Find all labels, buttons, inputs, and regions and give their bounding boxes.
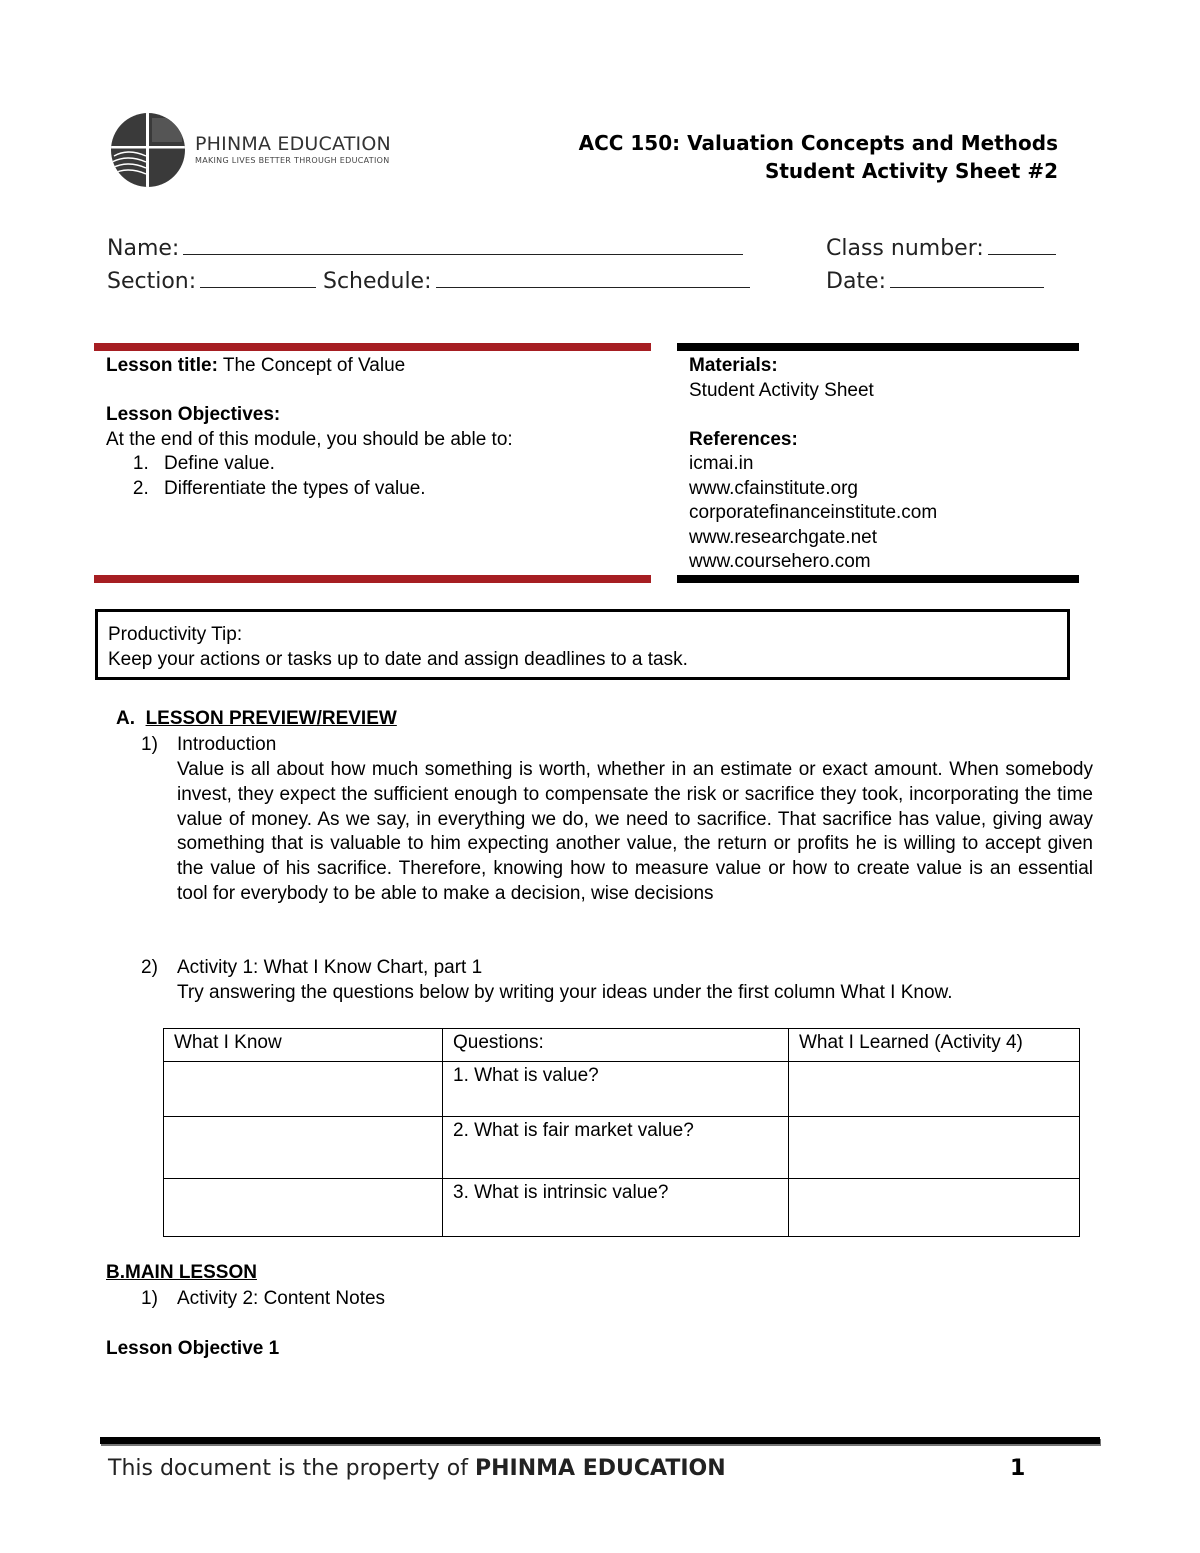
name-label: Name: [107, 236, 180, 261]
materials-bottom-bar [677, 575, 1079, 583]
class-number-label: Class number: [826, 236, 984, 261]
lesson-title: Lesson title: The Concept of Value [106, 355, 406, 376]
activity-1-instructions: Try answering the questions below by writing your ideas under the first column What I Know. [177, 982, 953, 1003]
reference-item: icmai.in [689, 453, 754, 474]
reference-item: corporatefinanceinstitute.com [689, 502, 938, 523]
table-row [164, 1117, 1080, 1179]
header-what-i-learned: What I Learned (Activity 4) [789, 1029, 1080, 1062]
introduction-text: Value is all about how much something is worth, whether in an estimate or exact amount. When somebody invest, they expect the sufficient enough to compensate the risk or sacrifice they took, incorporating the time value of money. As we say, in everything we do, we need to sacrifice. That sacrifice has value, giving away something that is valuable to him expecting another value, the return or profits he is willing to accept given the value of his sacrifice. Therefore, knowing how to measure value or how to create value is an essential tool for everybody to be able to make a decision, wise decisions [177, 759, 1093, 904]
schedule-field [323, 269, 750, 294]
references-heading: References: [689, 428, 798, 450]
materials-info [689, 354, 1079, 575]
objective-item: 1. Define value. [154, 452, 646, 477]
section-b-heading: B.MAIN LESSON [106, 1262, 257, 1283]
sheet-title: Student Activity Sheet #2 [764, 159, 1058, 183]
footer-text: This document is the property of PHINMA EDUCATION [108, 1456, 726, 1481]
section-a-heading: A. LESSON PREVIEW/REVIEW [116, 708, 397, 729]
tip-label: Productivity Tip: [108, 624, 243, 645]
schedule-label: Schedule: [323, 269, 432, 294]
productivity-tip-box [95, 609, 1070, 680]
objective-item: 2. Differentiate the types of value. [154, 477, 646, 502]
logo-tagline: MAKING LIVES BETTER THROUGH EDUCATION [195, 156, 390, 165]
lesson-info [106, 354, 646, 501]
what-i-learned-cell[interactable] [789, 1179, 1080, 1237]
logo-name: PHINMA EDUCATION [195, 133, 391, 155]
what-i-learned-cell[interactable] [789, 1062, 1080, 1117]
section-a-item-1: 1) Introduction [141, 734, 277, 755]
what-i-learned-cell[interactable] [789, 1117, 1080, 1179]
what-i-know-cell[interactable] [164, 1062, 443, 1117]
lesson-top-bar [94, 343, 651, 351]
reference-item: www.cfainstitute.org [689, 477, 858, 499]
header-what-i-know: What I Know [164, 1029, 443, 1062]
question-cell: 1. What is value? [443, 1062, 789, 1117]
materials-value: Student Activity Sheet [689, 379, 874, 401]
what-i-know-table [163, 1028, 1080, 1237]
materials-top-bar [677, 343, 1079, 351]
section-b-item-1: 1) Activity 2: Content Notes [141, 1288, 386, 1309]
table-header-row [164, 1029, 1080, 1062]
class-number-input-line[interactable] [988, 236, 1056, 255]
what-i-know-cell[interactable] [164, 1117, 443, 1179]
lesson-objective-1-heading: Lesson Objective 1 [106, 1338, 280, 1359]
date-label: Date: [826, 269, 886, 294]
objectives-intro: At the end of this module, you should be able to: [106, 428, 513, 450]
question-cell: 2. What is fair market value? [443, 1117, 789, 1179]
table-row [164, 1179, 1080, 1237]
section-field [107, 269, 316, 294]
section-label: Section: [107, 269, 197, 294]
footer-rule [100, 1437, 1100, 1444]
what-i-know-cell[interactable] [164, 1179, 443, 1237]
question-cell: 3. What is intrinsic value? [443, 1179, 789, 1237]
table-row [164, 1062, 1080, 1117]
section-input-line[interactable] [200, 269, 316, 288]
class-number-field [826, 236, 1056, 261]
section-a-item-2: 2) Activity 1: What I Know Chart, part 1 [141, 957, 483, 978]
header-questions: Questions: [443, 1029, 789, 1062]
name-input-line[interactable] [183, 236, 743, 255]
course-title: ACC 150: Valuation Concepts and Methods [578, 131, 1058, 155]
objectives-heading: Lesson Objectives: [106, 404, 281, 425]
tip-text: Keep your actions or tasks up to date and assign deadlines to a task. [108, 648, 688, 670]
reference-item: www.researchgate.net [689, 526, 877, 548]
page-number: 1 [1010, 1456, 1026, 1481]
date-field [826, 269, 1044, 294]
name-field [107, 236, 743, 261]
lesson-bottom-bar [94, 575, 651, 583]
date-input-line[interactable] [890, 269, 1044, 288]
materials-heading: Materials: [689, 355, 778, 376]
schedule-input-line[interactable] [436, 269, 750, 288]
reference-item: www.coursehero.com [689, 551, 871, 572]
objectives-list [106, 452, 646, 501]
